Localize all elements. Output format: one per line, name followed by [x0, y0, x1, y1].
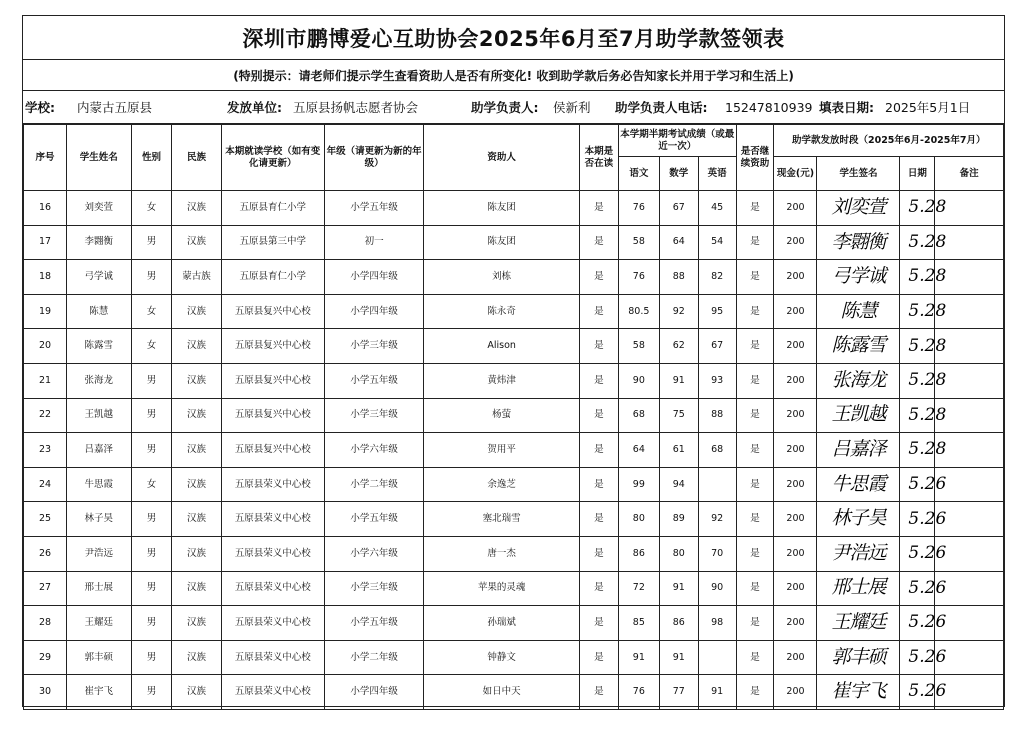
- col-remarks: 备注: [935, 157, 1004, 191]
- table-body: [24, 191, 1004, 710]
- cell-name: 王凯越: [67, 398, 132, 433]
- cell-cash: 200: [774, 363, 817, 398]
- cell-school: 五原县荣义中心校: [221, 502, 324, 537]
- cell-grade: 初一: [325, 225, 424, 260]
- col-math: 数学: [659, 157, 698, 191]
- col-gender: 性别: [131, 125, 172, 191]
- col-scores: 本学期半期考试成绩（或最近一次）: [618, 125, 736, 157]
- table-row: [24, 329, 1004, 364]
- issuer-label: 发放单位:: [227, 100, 282, 115]
- cell-continue: 是: [736, 260, 774, 295]
- cell-cash: 200: [774, 640, 817, 675]
- cell-english: [698, 640, 736, 675]
- cell-sponsor: 黄炜津: [424, 363, 580, 398]
- cell-grade: 小学六年级: [325, 536, 424, 571]
- table-row: [24, 294, 1004, 329]
- cell-math: 67: [659, 191, 698, 226]
- col-in-school: 本期是否在读: [579, 125, 618, 191]
- cell-cash: 200: [774, 433, 817, 468]
- cell-ethnicity: 汉族: [172, 398, 221, 433]
- cell-cash: 200: [774, 260, 817, 295]
- cell-gender: 女: [131, 329, 172, 364]
- cell-ethnicity: 汉族: [172, 329, 221, 364]
- cell-continue: 是: [736, 536, 774, 571]
- handwritten-signature: 崔宇飞: [817, 675, 900, 710]
- cell-no: 29: [24, 640, 67, 675]
- handwritten-date: 5.26: [900, 467, 935, 502]
- cell-math: 94: [659, 467, 698, 502]
- cell-cash: 200: [774, 294, 817, 329]
- cell-gender: 男: [131, 363, 172, 398]
- col-english: 英语: [698, 157, 736, 191]
- info-bar: [23, 91, 1004, 124]
- cell-english: 98: [698, 606, 736, 641]
- handwritten-date: 5.26: [900, 640, 935, 675]
- cell-chinese: 72: [618, 571, 659, 606]
- handwritten-signature: 吕嘉泽: [817, 433, 900, 468]
- cell-grade: 小学四年级: [325, 260, 424, 295]
- cell-chinese: 80: [618, 502, 659, 537]
- cell-continue: 是: [736, 329, 774, 364]
- cell-school: 五原县荣义中心校: [221, 571, 324, 606]
- cell-name: 陈露雪: [67, 329, 132, 364]
- cell-school: 五原县荣义中心校: [221, 536, 324, 571]
- school-value: 内蒙古五原县: [77, 100, 153, 115]
- cell-cash: 200: [774, 225, 817, 260]
- issuer-value: 五原县扬帆志愿者协会: [293, 100, 419, 115]
- cell-gender: 男: [131, 675, 172, 710]
- handwritten-signature: 李翾衡: [817, 225, 900, 260]
- handwritten-date: 5.28: [900, 433, 935, 468]
- cell-chinese: 58: [618, 225, 659, 260]
- cell-sponsor: 陈友团: [424, 225, 580, 260]
- handwritten-signature: 弓学诚: [817, 260, 900, 295]
- cell-sponsor: 陈永奇: [424, 294, 580, 329]
- cell-grade: 小学五年级: [325, 502, 424, 537]
- cell-math: 91: [659, 640, 698, 675]
- cell-grade: 小学三年级: [325, 398, 424, 433]
- cell-ethnicity: 蒙古族: [172, 260, 221, 295]
- cell-continue: 是: [736, 225, 774, 260]
- cell-school: 五原县荣义中心校: [221, 467, 324, 502]
- cell-grade: 小学五年级: [325, 191, 424, 226]
- special-notice: (特别提示：请老师们提示学生查看资助人是否有所变化! 收到助学款后务必告知家长并用于学习和生活上): [23, 60, 1004, 91]
- cell-in-school: 是: [579, 502, 618, 537]
- handwritten-date: 5.26: [900, 606, 935, 641]
- manager-label: 助学负责人:: [471, 100, 539, 115]
- handwritten-signature: 林子昊: [817, 502, 900, 537]
- cell-no: 26: [24, 536, 67, 571]
- cell-continue: 是: [736, 294, 774, 329]
- handwritten-signature: 牛思霞: [817, 467, 900, 502]
- cell-english: 45: [698, 191, 736, 226]
- cell-math: 75: [659, 398, 698, 433]
- cell-english: 54: [698, 225, 736, 260]
- table-row: [24, 467, 1004, 502]
- cell-sponsor: 孙瑞斌: [424, 606, 580, 641]
- cell-ethnicity: 汉族: [172, 502, 221, 537]
- cell-grade: 小学三年级: [325, 571, 424, 606]
- cell-gender: 男: [131, 433, 172, 468]
- cell-name: 刘奕萱: [67, 191, 132, 226]
- cell-name: 邢士展: [67, 571, 132, 606]
- cell-chinese: 76: [618, 260, 659, 295]
- col-sponsor: 资助人: [424, 125, 580, 191]
- col-signature: 学生签名: [817, 157, 900, 191]
- cell-english: [698, 467, 736, 502]
- table-row: [24, 606, 1004, 641]
- cell-in-school: 是: [579, 606, 618, 641]
- cell-english: 88: [698, 398, 736, 433]
- cell-in-school: 是: [579, 260, 618, 295]
- cell-in-school: 是: [579, 191, 618, 226]
- table-row: [24, 363, 1004, 398]
- cell-math: 89: [659, 502, 698, 537]
- cell-gender: 女: [131, 294, 172, 329]
- cell-school: 五原县第三中学: [221, 225, 324, 260]
- cell-in-school: 是: [579, 675, 618, 710]
- col-ethnicity: 民族: [172, 125, 221, 191]
- cell-sponsor: 唐一杰: [424, 536, 580, 571]
- col-date: 日期: [900, 157, 935, 191]
- cell-math: 92: [659, 294, 698, 329]
- fill-date-value: 2025年5月1日: [885, 100, 971, 115]
- cell-ethnicity: 汉族: [172, 433, 221, 468]
- cell-continue: 是: [736, 606, 774, 641]
- cell-cash: 200: [774, 675, 817, 710]
- cell-ethnicity: 汉族: [172, 225, 221, 260]
- cell-sponsor: 苹果的灵魂: [424, 571, 580, 606]
- cell-school: 五原县荣义中心校: [221, 640, 324, 675]
- cell-ethnicity: 汉族: [172, 294, 221, 329]
- handwritten-signature: 陈露雪: [817, 329, 900, 364]
- phone-value: 15247810939: [725, 99, 813, 115]
- cell-sponsor: 杨萤: [424, 398, 580, 433]
- col-cash: 现金(元): [774, 157, 817, 191]
- cell-name: 陈慧: [67, 294, 132, 329]
- cell-school: 五原县荣义中心校: [221, 606, 324, 641]
- cell-school: 五原县育仁小学: [221, 191, 324, 226]
- cell-gender: 女: [131, 467, 172, 502]
- cell-sponsor: 钟静文: [424, 640, 580, 675]
- cell-gender: 男: [131, 502, 172, 537]
- school-label: 学校:: [25, 100, 55, 115]
- cell-name: 张海龙: [67, 363, 132, 398]
- cell-in-school: 是: [579, 225, 618, 260]
- handwritten-signature: 郭丰硕: [817, 640, 900, 675]
- handwritten-date: 5.26: [900, 502, 935, 537]
- table-row: [24, 191, 1004, 226]
- cell-grade: 小学六年级: [325, 433, 424, 468]
- cell-cash: 200: [774, 191, 817, 226]
- cell-chinese: 85: [618, 606, 659, 641]
- handwritten-date: 5.28: [900, 329, 935, 364]
- cell-continue: 是: [736, 398, 774, 433]
- cell-ethnicity: 汉族: [172, 363, 221, 398]
- cell-chinese: 99: [618, 467, 659, 502]
- cell-math: 77: [659, 675, 698, 710]
- cell-sponsor: 余逸芝: [424, 467, 580, 502]
- cell-sponsor: 贺用平: [424, 433, 580, 468]
- cell-english: 70: [698, 536, 736, 571]
- table-row: [24, 225, 1004, 260]
- signature-form-sheet: [22, 15, 1005, 707]
- handwritten-signature: 陈慧: [817, 294, 900, 329]
- cell-gender: 男: [131, 536, 172, 571]
- cell-cash: 200: [774, 467, 817, 502]
- cell-chinese: 58: [618, 329, 659, 364]
- cell-grade: 小学四年级: [325, 294, 424, 329]
- fill-date-label: 填表日期:: [819, 100, 874, 115]
- cell-math: 86: [659, 606, 698, 641]
- cell-school: 五原县复兴中心校: [221, 329, 324, 364]
- cell-gender: 男: [131, 225, 172, 260]
- cell-cash: 200: [774, 606, 817, 641]
- table-row: [24, 398, 1004, 433]
- handwritten-date: 5.26: [900, 536, 935, 571]
- recipient-table: [23, 124, 1004, 710]
- cell-continue: 是: [736, 640, 774, 675]
- cell-school: 五原县荣义中心校: [221, 675, 324, 710]
- cell-no: 20: [24, 329, 67, 364]
- table-row: [24, 536, 1004, 571]
- cell-no: 24: [24, 467, 67, 502]
- cell-continue: 是: [736, 571, 774, 606]
- table-row: [24, 433, 1004, 468]
- cell-gender: 男: [131, 571, 172, 606]
- cell-school: 五原县复兴中心校: [221, 363, 324, 398]
- cell-chinese: 90: [618, 363, 659, 398]
- handwritten-date: 5.26: [900, 675, 935, 710]
- cell-name: 李翾衡: [67, 225, 132, 260]
- table-row: [24, 675, 1004, 710]
- cell-sponsor: 陈友团: [424, 191, 580, 226]
- cell-name: 牛思霞: [67, 467, 132, 502]
- cell-english: 82: [698, 260, 736, 295]
- cell-no: 21: [24, 363, 67, 398]
- col-name: 学生姓名: [67, 125, 132, 191]
- cell-ethnicity: 汉族: [172, 675, 221, 710]
- cell-no: 23: [24, 433, 67, 468]
- cell-in-school: 是: [579, 363, 618, 398]
- cell-ethnicity: 汉族: [172, 571, 221, 606]
- cell-in-school: 是: [579, 433, 618, 468]
- table-row: [24, 640, 1004, 675]
- cell-gender: 男: [131, 398, 172, 433]
- cell-english: 91: [698, 675, 736, 710]
- handwritten-date: 5.28: [900, 363, 935, 398]
- cell-no: 19: [24, 294, 67, 329]
- cell-school: 五原县复兴中心校: [221, 398, 324, 433]
- cell-chinese: 76: [618, 191, 659, 226]
- cell-continue: 是: [736, 363, 774, 398]
- handwritten-date: 5.26: [900, 571, 935, 606]
- cell-cash: 200: [774, 502, 817, 537]
- cell-chinese: 64: [618, 433, 659, 468]
- cell-chinese: 91: [618, 640, 659, 675]
- cell-grade: 小学四年级: [325, 675, 424, 710]
- cell-continue: 是: [736, 191, 774, 226]
- cell-chinese: 68: [618, 398, 659, 433]
- cell-school: 五原县复兴中心校: [221, 433, 324, 468]
- form-title: 深圳市鹏博爱心互助协会2025年6月至7月助学款签领表: [23, 16, 1004, 60]
- cell-continue: 是: [736, 502, 774, 537]
- cell-sponsor: 塞北瑞雪: [424, 502, 580, 537]
- cell-sponsor: 刘栋: [424, 260, 580, 295]
- cell-in-school: 是: [579, 640, 618, 675]
- cell-math: 91: [659, 363, 698, 398]
- cell-english: 92: [698, 502, 736, 537]
- handwritten-date: 5.28: [900, 191, 935, 226]
- cell-chinese: 86: [618, 536, 659, 571]
- cell-school: 五原县育仁小学: [221, 260, 324, 295]
- cell-chinese: 80.5: [618, 294, 659, 329]
- cell-school: 五原县复兴中心校: [221, 294, 324, 329]
- cell-chinese: 76: [618, 675, 659, 710]
- cell-cash: 200: [774, 536, 817, 571]
- cell-name: 林子昊: [67, 502, 132, 537]
- cell-cash: 200: [774, 329, 817, 364]
- cell-gender: 男: [131, 606, 172, 641]
- cell-math: 64: [659, 225, 698, 260]
- cell-in-school: 是: [579, 294, 618, 329]
- cell-cash: 200: [774, 398, 817, 433]
- cell-no: 22: [24, 398, 67, 433]
- cell-gender: 男: [131, 640, 172, 675]
- cell-name: 崔宇飞: [67, 675, 132, 710]
- cell-name: 弓学诚: [67, 260, 132, 295]
- cell-name: 吕嘉泽: [67, 433, 132, 468]
- cell-name: 尹浩远: [67, 536, 132, 571]
- cell-ethnicity: 汉族: [172, 606, 221, 641]
- cell-math: 88: [659, 260, 698, 295]
- table-row: [24, 260, 1004, 295]
- handwritten-date: 5.28: [900, 398, 935, 433]
- phone-label: 助学负责人电话:: [615, 100, 708, 115]
- cell-grade: 小学三年级: [325, 329, 424, 364]
- cell-in-school: 是: [579, 329, 618, 364]
- handwritten-signature: 张海龙: [817, 363, 900, 398]
- cell-gender: 女: [131, 191, 172, 226]
- manager-value: 侯新利: [553, 100, 591, 115]
- handwritten-date: 5.28: [900, 260, 935, 295]
- cell-in-school: 是: [579, 398, 618, 433]
- cell-sponsor: 如日中天: [424, 675, 580, 710]
- cell-english: 90: [698, 571, 736, 606]
- col-chinese: 语文: [618, 157, 659, 191]
- cell-no: 30: [24, 675, 67, 710]
- cell-math: 61: [659, 433, 698, 468]
- handwritten-signature: 王耀廷: [817, 606, 900, 641]
- handwritten-date: 5.28: [900, 225, 935, 260]
- handwritten-date: 5.28: [900, 294, 935, 329]
- cell-english: 95: [698, 294, 736, 329]
- cell-continue: 是: [736, 433, 774, 468]
- handwritten-signature: 刘奕萱: [817, 191, 900, 226]
- cell-no: 17: [24, 225, 67, 260]
- cell-name: 郭丰硕: [67, 640, 132, 675]
- cell-ethnicity: 汉族: [172, 191, 221, 226]
- cell-math: 91: [659, 571, 698, 606]
- handwritten-signature: 王凯越: [817, 398, 900, 433]
- cell-grade: 小学五年级: [325, 363, 424, 398]
- cell-in-school: 是: [579, 571, 618, 606]
- col-continue: 是否继续资助: [736, 125, 774, 191]
- cell-ethnicity: 汉族: [172, 536, 221, 571]
- cell-in-school: 是: [579, 467, 618, 502]
- cell-in-school: 是: [579, 536, 618, 571]
- col-no: 序号: [24, 125, 67, 191]
- cell-ethnicity: 汉族: [172, 467, 221, 502]
- cell-math: 62: [659, 329, 698, 364]
- cell-no: 16: [24, 191, 67, 226]
- cell-grade: 小学二年级: [325, 640, 424, 675]
- cell-no: 28: [24, 606, 67, 641]
- handwritten-signature: 尹浩远: [817, 536, 900, 571]
- cell-grade: 小学五年级: [325, 606, 424, 641]
- cell-grade: 小学二年级: [325, 467, 424, 502]
- cell-no: 25: [24, 502, 67, 537]
- handwritten-signature: 邢士展: [817, 571, 900, 606]
- cell-math: 80: [659, 536, 698, 571]
- cell-english: 68: [698, 433, 736, 468]
- table-row: [24, 502, 1004, 537]
- cell-continue: 是: [736, 675, 774, 710]
- cell-english: 93: [698, 363, 736, 398]
- col-period: 助学款发放时段（2025年6月-2025年7月）: [774, 125, 1004, 157]
- cell-sponsor: Alison: [424, 329, 580, 364]
- col-grade: 年级（请更新为新的年级）: [325, 125, 424, 191]
- cell-name: 王耀廷: [67, 606, 132, 641]
- col-school: 本期就读学校（如有变化请更新）: [221, 125, 324, 191]
- table-row: [24, 571, 1004, 606]
- cell-no: 27: [24, 571, 67, 606]
- cell-english: 67: [698, 329, 736, 364]
- cell-cash: 200: [774, 571, 817, 606]
- cell-continue: 是: [736, 467, 774, 502]
- cell-gender: 男: [131, 260, 172, 295]
- cell-no: 18: [24, 260, 67, 295]
- cell-ethnicity: 汉族: [172, 640, 221, 675]
